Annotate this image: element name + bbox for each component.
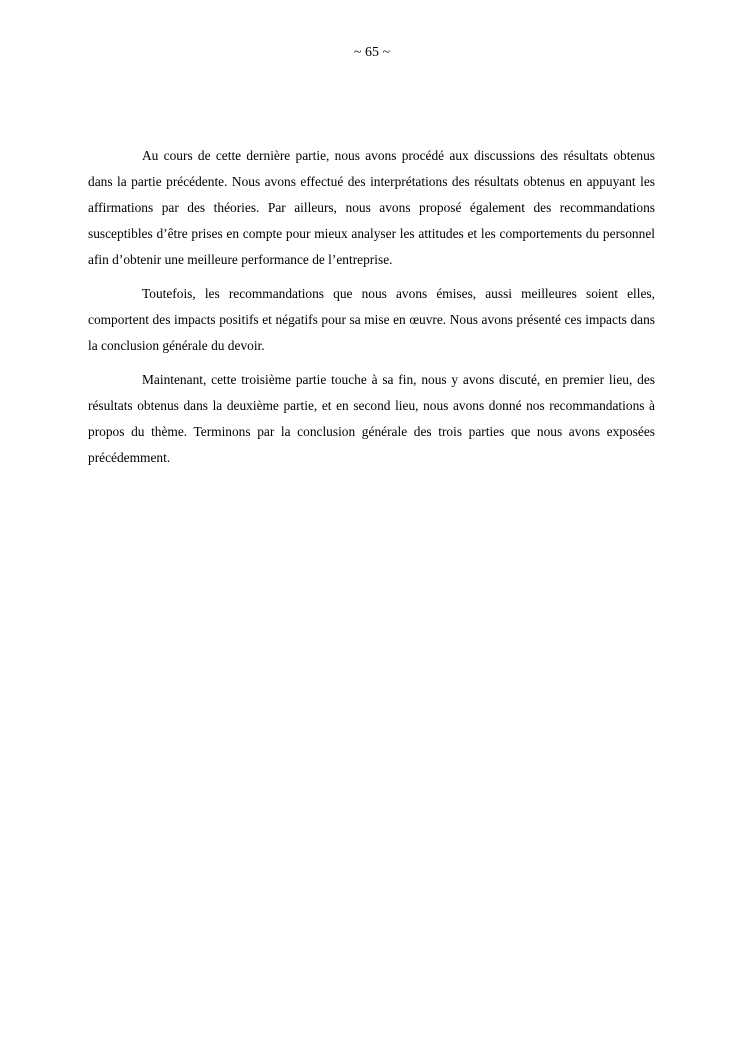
page-number: ~ 65 ~: [353, 45, 391, 60]
body-text: [88, 143, 655, 479]
paragraph-conclusion: Maintenant, cette troisième partie touche à sa fin, nous y avons discuté, en premier lieu, des résultats obtenus dans la deuxième partie, et en second lieu, nous avons donné nos recommandations à propos du thème. Terminons par la conclusion générale des trois parties que nous avons exposées précédemment.: [88, 372, 655, 465]
paragraph-impacts: Toutefois, les recommandations que nous avons émises, aussi meilleures soient elles, comportent des impacts positifs et négatifs pour sa mise en œuvre. Nous avons présenté ces impacts dans la conclusion générale du devoir.: [88, 286, 655, 353]
paragraph-summary: Au cours de cette dernière partie, nous avons procédé aux discussions des résultats obtenus dans la partie précédente. Nous avons effectué des interprétations des résultats obtenus en appuyant les affirmations par des théories. Par ailleurs, nous avons proposé également des recommandations susceptibles d’être prises en compte pour mieux analyser les attitudes et les comportements du personnel afin d’obtenir une meilleure performance de l’entreprise.: [88, 148, 655, 267]
